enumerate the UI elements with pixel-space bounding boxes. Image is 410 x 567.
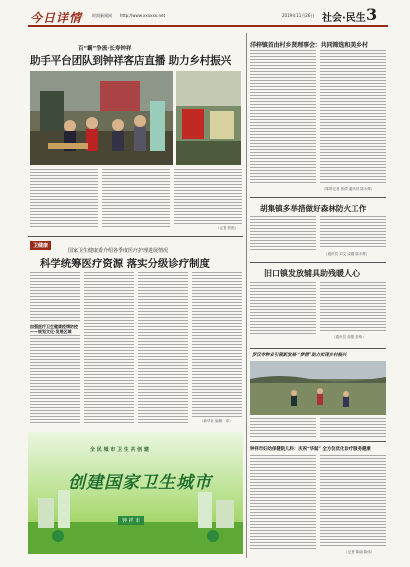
bottom-right-body-col2 (320, 455, 386, 547)
farm-field-image (250, 361, 386, 415)
masthead-logo: 今日详情 (30, 11, 83, 25)
health-story-byline: （新华社 编辑：邓） (200, 419, 233, 423)
masthead-site-url[interactable]: http://www.xxxxxx.net (120, 13, 166, 18)
health-body-col1 (30, 272, 80, 322)
middle-right-story (250, 200, 386, 260)
calligraphy-banner: 罗汉寺种业引领新发展·“梦想”助力实现乡村振兴 (252, 353, 347, 358)
middle-right-headline: 胡集镇多举措做好森林防火工作 (260, 204, 367, 213)
village-story (250, 264, 386, 346)
bottom-right-story (250, 444, 386, 558)
banner-top-text: 全 民 城 市 卫 生 共 创 建 (90, 447, 149, 453)
field-photo-caption-col1 (250, 418, 316, 438)
main-story-kicker: 百“霸”争流·长寿钟祥 (78, 46, 132, 52)
upper-right-body-col1 (250, 50, 316, 184)
livestream-scene-image (30, 71, 173, 165)
main-story-photo-2 (176, 71, 241, 165)
health-city-banner (28, 432, 243, 554)
middle-right-byline: （通讯员 刘文 谈耀 陈永辉） (324, 252, 370, 256)
main-story-body-col2 (102, 169, 170, 229)
village-headline: 旧口镇发放辅具助残暖人心 (264, 268, 360, 278)
masthead-date: 2019年11月26日 (282, 13, 315, 18)
column-divider (246, 33, 247, 558)
banner-main-text: 创建国家卫生城市 (68, 473, 212, 493)
health-body-col2 (84, 272, 134, 425)
main-story-photo (30, 71, 173, 165)
health-body-col4 (192, 272, 242, 417)
main-story-body-col1 (30, 169, 98, 229)
section-divider (250, 441, 386, 442)
masthead-site-label: 时间新闻网 (92, 13, 112, 18)
health-body-col1b (30, 335, 80, 425)
village-byline: （通讯员 周强 贺伟） (332, 335, 366, 339)
bottom-right-byline: （记者 陈丽 陈伟） (344, 550, 375, 554)
section-divider (250, 348, 386, 349)
health-subhead-1: 加强医疗卫生健康疫情防控 (30, 324, 78, 329)
page-number: 3 (366, 5, 378, 24)
health-section-tag: 卫健康 (30, 241, 51, 250)
field-photo-caption-col2 (320, 418, 386, 438)
masthead (0, 0, 410, 34)
health-story-kicker: 国家卫生健康委介绍各季度医疗护理进展情况 (68, 248, 169, 254)
field-photo (250, 361, 386, 415)
main-story-headline: 助手平台团队到钟祥客店直播 助力乡村振兴 (30, 55, 231, 67)
upper-right-headline: 洋梓镇首由村乡贤理事会：共同筛选和美乡村 (250, 42, 368, 49)
product-display-image (176, 71, 241, 165)
upper-right-body-col2 (320, 50, 386, 184)
health-body-col3 (138, 272, 188, 425)
middle-right-body-col2 (320, 216, 386, 248)
bottom-right-body-col1 (250, 455, 316, 551)
village-body-col2 (320, 282, 386, 332)
middle-right-body-col1 (250, 216, 316, 252)
health-subhead-2: ——规划文化·发展区域 (30, 329, 72, 334)
section-title: 社会·民生 (322, 13, 366, 24)
main-story-body-col3 (174, 169, 242, 225)
banner-bottom-text: 钟 祥 市 (118, 516, 144, 525)
section-divider (250, 197, 386, 198)
upper-right-byline: （陈婷记者 张倩 通讯员 陈永辉） (322, 187, 375, 191)
upper-right-story (250, 36, 386, 196)
section-divider (28, 236, 243, 237)
masthead-rule (28, 25, 388, 27)
health-story-headline: 科学统筹医疗资源 落实分级诊疗制度 (40, 258, 210, 270)
main-story (28, 30, 243, 235)
main-story-byline: （记者 张艳） (216, 226, 239, 230)
village-body-col1 (250, 282, 316, 336)
section-divider (250, 262, 386, 263)
bottom-right-headline: 钟祥市妇幼保健院儿科：庆祝“华诞” 全方位优化诊疗服务健康 (250, 447, 371, 452)
health-story (28, 238, 243, 430)
